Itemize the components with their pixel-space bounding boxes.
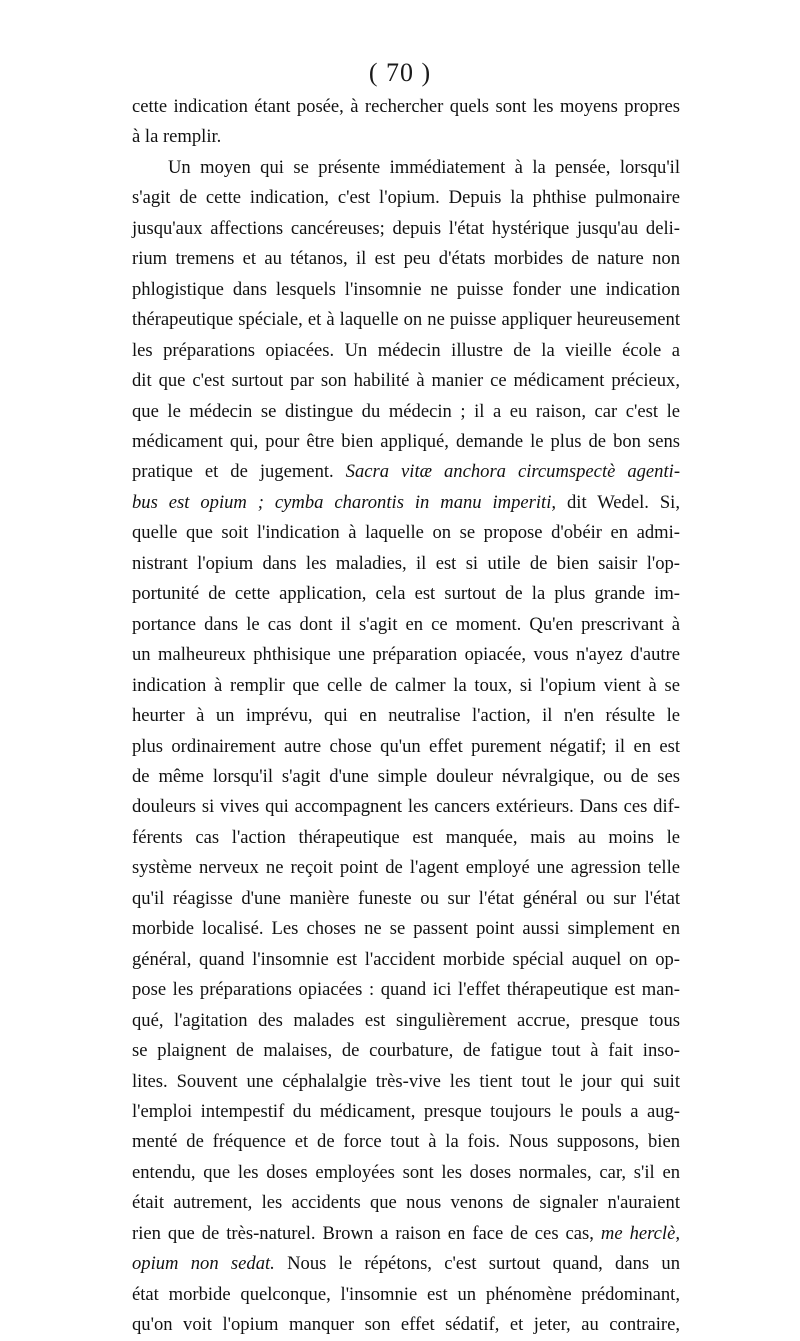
text-span: à la remplir. [132, 126, 222, 148]
text-span: douleurs si vives qui accompagnent les cancers extérieurs. Dans ces dif- [132, 796, 680, 818]
text-line [132, 457, 680, 487]
page-number: ( 70 ) [368, 58, 432, 87]
text-line [132, 579, 680, 609]
text-span: pratique et de jugement. [132, 461, 346, 483]
text-line [132, 518, 680, 548]
text-line [132, 792, 680, 822]
text-span: qué, l'agitation des malades est singulièrement accrue, presque tous [132, 1009, 680, 1031]
italic-text: Sacra vitæ anchora circumspectè agenti- [345, 461, 681, 483]
text-line [132, 122, 680, 152]
text-span: dit que c'est surtout par son habilité à manier ce médicament précieux, [132, 370, 680, 392]
text-span: dit Wedel. Si, [556, 491, 680, 513]
text-span: qu'on voit l'opium manquer son effet sédatif, et jeter, au contraire, [132, 1314, 680, 1336]
text-span: un malheureux phthisique une préparation opiacée, vous n'ayez d'autre [132, 644, 680, 666]
text-line [132, 975, 680, 1005]
text-line [132, 1097, 680, 1127]
text-line [132, 275, 680, 305]
italic-text: bus est opium ; cymba charontis in manu imperiti, [132, 491, 557, 513]
text-line [132, 1158, 680, 1188]
text-span: s'agit de cette indication, c'est l'opium. Depuis la phthise pulmonaire [132, 187, 680, 209]
text-span: se plaignent de malaises, de courbature, de fatigue tout à fait inso- [132, 1040, 680, 1062]
text-span: cette indication étant posée, à rechercher quels sont les moyens propres [132, 96, 680, 117]
text-line [132, 183, 680, 213]
text-span: indication à remplir que celle de calmer la toux, si l'opium vient à se [132, 674, 680, 696]
text-span: rium tremens et au tétanos, il est peu d'états morbides de nature non [132, 248, 680, 270]
text-line [132, 549, 680, 579]
text-line [132, 1249, 680, 1279]
text-span: heurter à un imprévu, qui en neutralise l'action, il n'en résulte le [132, 705, 680, 727]
text-line [132, 914, 680, 944]
text-span: état morbide quelconque, l'insomnie est un phénomène prédominant, [132, 1283, 680, 1305]
text-line [132, 945, 680, 975]
text-line [132, 1127, 680, 1157]
text-span: entendu, que les doses employées sont les doses normales, car, s'il en [132, 1161, 680, 1183]
text-span: jusqu'aux affections cancéreuses; depuis l'état hystérique jusqu'au deli- [132, 217, 680, 239]
text-span: menté de fréquence et de force tout à la fois. Nous supposons, bien [132, 1131, 680, 1153]
text-span: l'emploi intempestif du médicament, presque toujours le pouls a aug- [132, 1100, 680, 1122]
text-span: plus ordinairement autre chose qu'un effet purement négatif; il en est [132, 735, 680, 757]
text-line [132, 305, 680, 335]
text-line [132, 1006, 680, 1036]
body-text [132, 92, 680, 1341]
text-line [132, 732, 680, 762]
text-span: rien que de très-naturel. Brown a raison en face de ces cas, [132, 1222, 601, 1244]
italic-text: me herclè, [600, 1222, 681, 1244]
text-line [132, 92, 680, 122]
text-line [132, 610, 680, 640]
text-line [132, 214, 680, 244]
italic-text: opium non sedat. [132, 1253, 275, 1275]
text-span: les préparations opiacées. Un médecin illustre de la vieille école a [132, 339, 680, 361]
text-line [132, 671, 680, 701]
text-span: de même lorsqu'il s'agit d'une simple douleur névralgique, ou de ses [132, 765, 680, 787]
text-line [132, 1188, 680, 1218]
text-line [132, 1067, 680, 1097]
text-line [132, 488, 680, 518]
text-span: Un moyen qui se présente immédiatement à la pensée, lorsqu'il [168, 156, 680, 178]
text-line [132, 397, 680, 427]
text-span: qu'il réagisse d'une manière funeste ou sur l'état général ou sur l'état [132, 887, 680, 909]
text-line [132, 853, 680, 883]
text-span: général, quand l'insomnie est l'accident morbide spécial auquel on op- [132, 948, 680, 970]
text-span: médicament qui, pour être bien appliqué, demande le plus de bon sens [132, 430, 680, 452]
text-span: thérapeutique spéciale, et à laquelle on ne puisse appliquer heureusement [132, 309, 680, 331]
text-line [132, 336, 680, 366]
text-span: férents cas l'action thérapeutique est manquée, mais au moins le [132, 826, 680, 848]
text-line [132, 1280, 680, 1310]
text-line [132, 884, 680, 914]
text-line [132, 1310, 680, 1340]
text-line [132, 1036, 680, 1066]
text-line [132, 366, 680, 396]
text-line [132, 427, 680, 457]
text-span: lites. Souvent une céphalalgie très-vive les tient tout le jour qui suit [132, 1070, 680, 1092]
text-span: phlogistique dans lesquels l'insomnie ne puisse fonder une indication [132, 278, 680, 300]
text-span: était autrement, les accidents que nous venons de signaler n'auraient [132, 1192, 680, 1214]
text-span: que le médecin se distingue du médecin ; il a eu raison, car c'est le [132, 400, 680, 422]
text-line [132, 1219, 680, 1249]
text-span: Nous le répétons, c'est surtout quand, dans un [274, 1253, 680, 1275]
text-line [132, 244, 680, 274]
text-span: portance dans le cas dont il s'agit en ce moment. Qu'en prescrivant à [132, 613, 680, 635]
text-line [132, 823, 680, 853]
text-line [132, 153, 680, 183]
text-line [132, 640, 680, 670]
text-span: morbide localisé. Les choses ne se passent point aussi simplement en [132, 918, 680, 940]
text-line [132, 701, 680, 731]
text-span: pose les préparations opiacées : quand ici l'effet thérapeutique est man- [132, 979, 680, 1001]
text-line [132, 762, 680, 792]
text-span: nistrant l'opium dans les maladies, il est si utile de bien saisir l'op- [132, 552, 680, 574]
text-span: portunité de cette application, cela est surtout de la plus grande im- [132, 583, 680, 605]
text-span: quelle que soit l'indication à laquelle on se propose d'obéir en admi- [132, 522, 680, 544]
text-span: système nerveux ne reçoit point de l'agent employé une agression telle [132, 857, 680, 879]
